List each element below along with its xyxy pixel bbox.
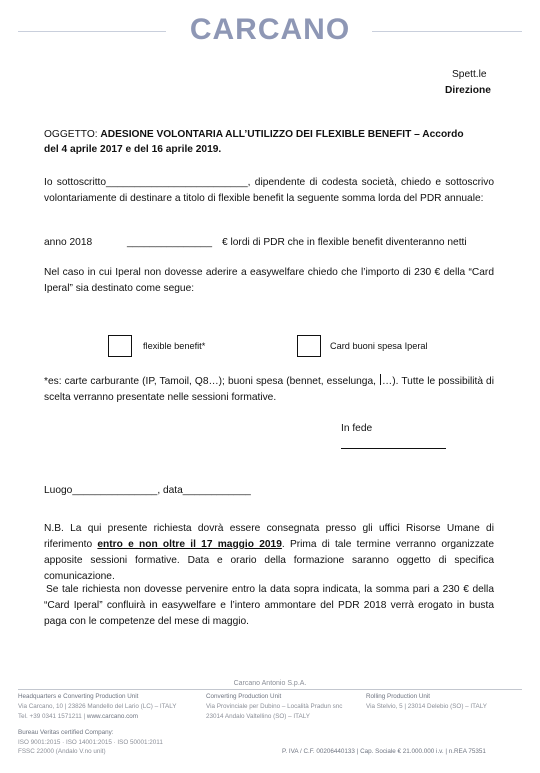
logo-rule-right bbox=[372, 31, 522, 32]
nb-part1: N.B. La qui presente richiesta dovrà essere consegnata presso gli uffici Risorse Umane di riferimento bbox=[44, 523, 494, 550]
subject-label: OGGETTO: bbox=[44, 129, 101, 140]
footer-col2-head: Converting Production Unit bbox=[206, 693, 282, 700]
footer-cert-line1: ISO 9001:2015 · ISO 14001:2015 · ISO 50001:2011 bbox=[18, 739, 163, 746]
footer-col1-address: Via Carcano, 10 | 23826 Mandello del Lario (LC) – ITALY bbox=[18, 703, 177, 710]
footer-col1-contact bbox=[18, 713, 138, 722]
amount-description: € lordi di PDR che in flexible benefit diventeranno netti bbox=[222, 237, 467, 248]
footer-cert-head: Bureau Veritas certified Company: bbox=[18, 729, 114, 736]
nb-deadline: entro e non oltre il 17 maggio 2019 bbox=[97, 539, 282, 550]
place-date-field: Luogo_______________, data____________ bbox=[44, 485, 251, 496]
amount-blank: _______________ bbox=[127, 237, 212, 248]
card-iperal-label: Card buoni spesa Iperal bbox=[330, 341, 428, 351]
year-label: anno 2018 bbox=[44, 237, 93, 248]
footer-company: Carcano Antonio S.p.A. bbox=[233, 680, 307, 687]
subject bbox=[44, 127, 496, 157]
footer-vat: P. IVA / C.F. 00206440133 | Cap. Sociale € 21.000.000 i.v. | n.REA 75351 bbox=[282, 748, 486, 755]
footer-phone: Tel. +39 0341 1571211 | bbox=[18, 713, 87, 720]
declaration-paragraph: Io sottoscritto_________________________, dipendente di codesta società, chiedo e sottoscrivo volontariamente di destinare a titolo di flexible benefit la seguente somma lorda del PDR annuale: bbox=[44, 177, 494, 204]
card-iperal-checkbox[interactable] bbox=[297, 335, 321, 357]
footer-rule bbox=[18, 689, 522, 690]
options-note-part1: *es: carte carburante (IP, Tamoil, Q8…); buoni spesa (bennet, esselunga, bbox=[44, 376, 380, 387]
recipient-name: Direzione bbox=[445, 85, 491, 96]
flexible-benefit-checkbox[interactable] bbox=[108, 335, 132, 357]
subject-title-line1: ADESIONE VOLONTARIA ALL’UTILIZZO DEI FLEXIBLE BENEFIT – Accordo bbox=[100, 129, 464, 140]
footer-col3-head: Rolling Production Unit bbox=[366, 693, 431, 700]
iperal-paragraph: Nel caso in cui Iperal non dovesse aderire a easywelfare chiedo che l’importo di 230 € della “Card Iperal” sia destinato come segue: bbox=[44, 267, 494, 294]
nb-part2: . Prima di tale termine verranno organizzate apposite sessioni formative. Data e orario della formazione saranno oggetto di specifica comunicazione. bbox=[44, 539, 494, 582]
flexible-benefit-label: flexible benefit* bbox=[143, 341, 206, 351]
in-fede-label: In fede bbox=[341, 423, 373, 434]
options-note bbox=[44, 374, 494, 406]
text-cursor-icon bbox=[380, 374, 381, 385]
footer-col3-address: Via Stelvio, 5 | 23014 Delebio (SO) – ITALY bbox=[366, 703, 487, 710]
company-logo: CARCANO bbox=[189, 13, 351, 46]
footer-col2-address2: 23014 Andalo Valtellino (SO) – ITALY bbox=[206, 713, 310, 720]
footer-website-link[interactable]: www.carcano.com bbox=[86, 713, 139, 720]
fallback-paragraph: Se tale richiesta non dovesse pervenire entro la data sopra indicata, la somma pari a 230 € della “Card Iperal” confluirà in easywelfare e l’intero ammontare del PDR 2018 verrà erogato in busta paga con le competenze del mese di maggio. bbox=[44, 584, 494, 627]
footer-col1-head: Headquarters e Converting Production Unit bbox=[18, 693, 139, 700]
nb-paragraph bbox=[44, 521, 494, 585]
options-note-part2: …). Tutte le possibilità di scelta verranno presentate nelle sessioni formative. bbox=[44, 376, 494, 403]
footer-col2-address1: Via Provinciale per Dubino – Località Pradun snc bbox=[206, 703, 343, 710]
footer-cert-line2: FSSC 22000 (Andalo V.no unit) bbox=[18, 748, 106, 755]
recipient-salutation: Spett.le bbox=[452, 69, 487, 80]
subject-title-line2: del 4 aprile 2017 e del 16 aprile 2019. bbox=[44, 144, 222, 155]
signature-line[interactable] bbox=[341, 448, 446, 449]
